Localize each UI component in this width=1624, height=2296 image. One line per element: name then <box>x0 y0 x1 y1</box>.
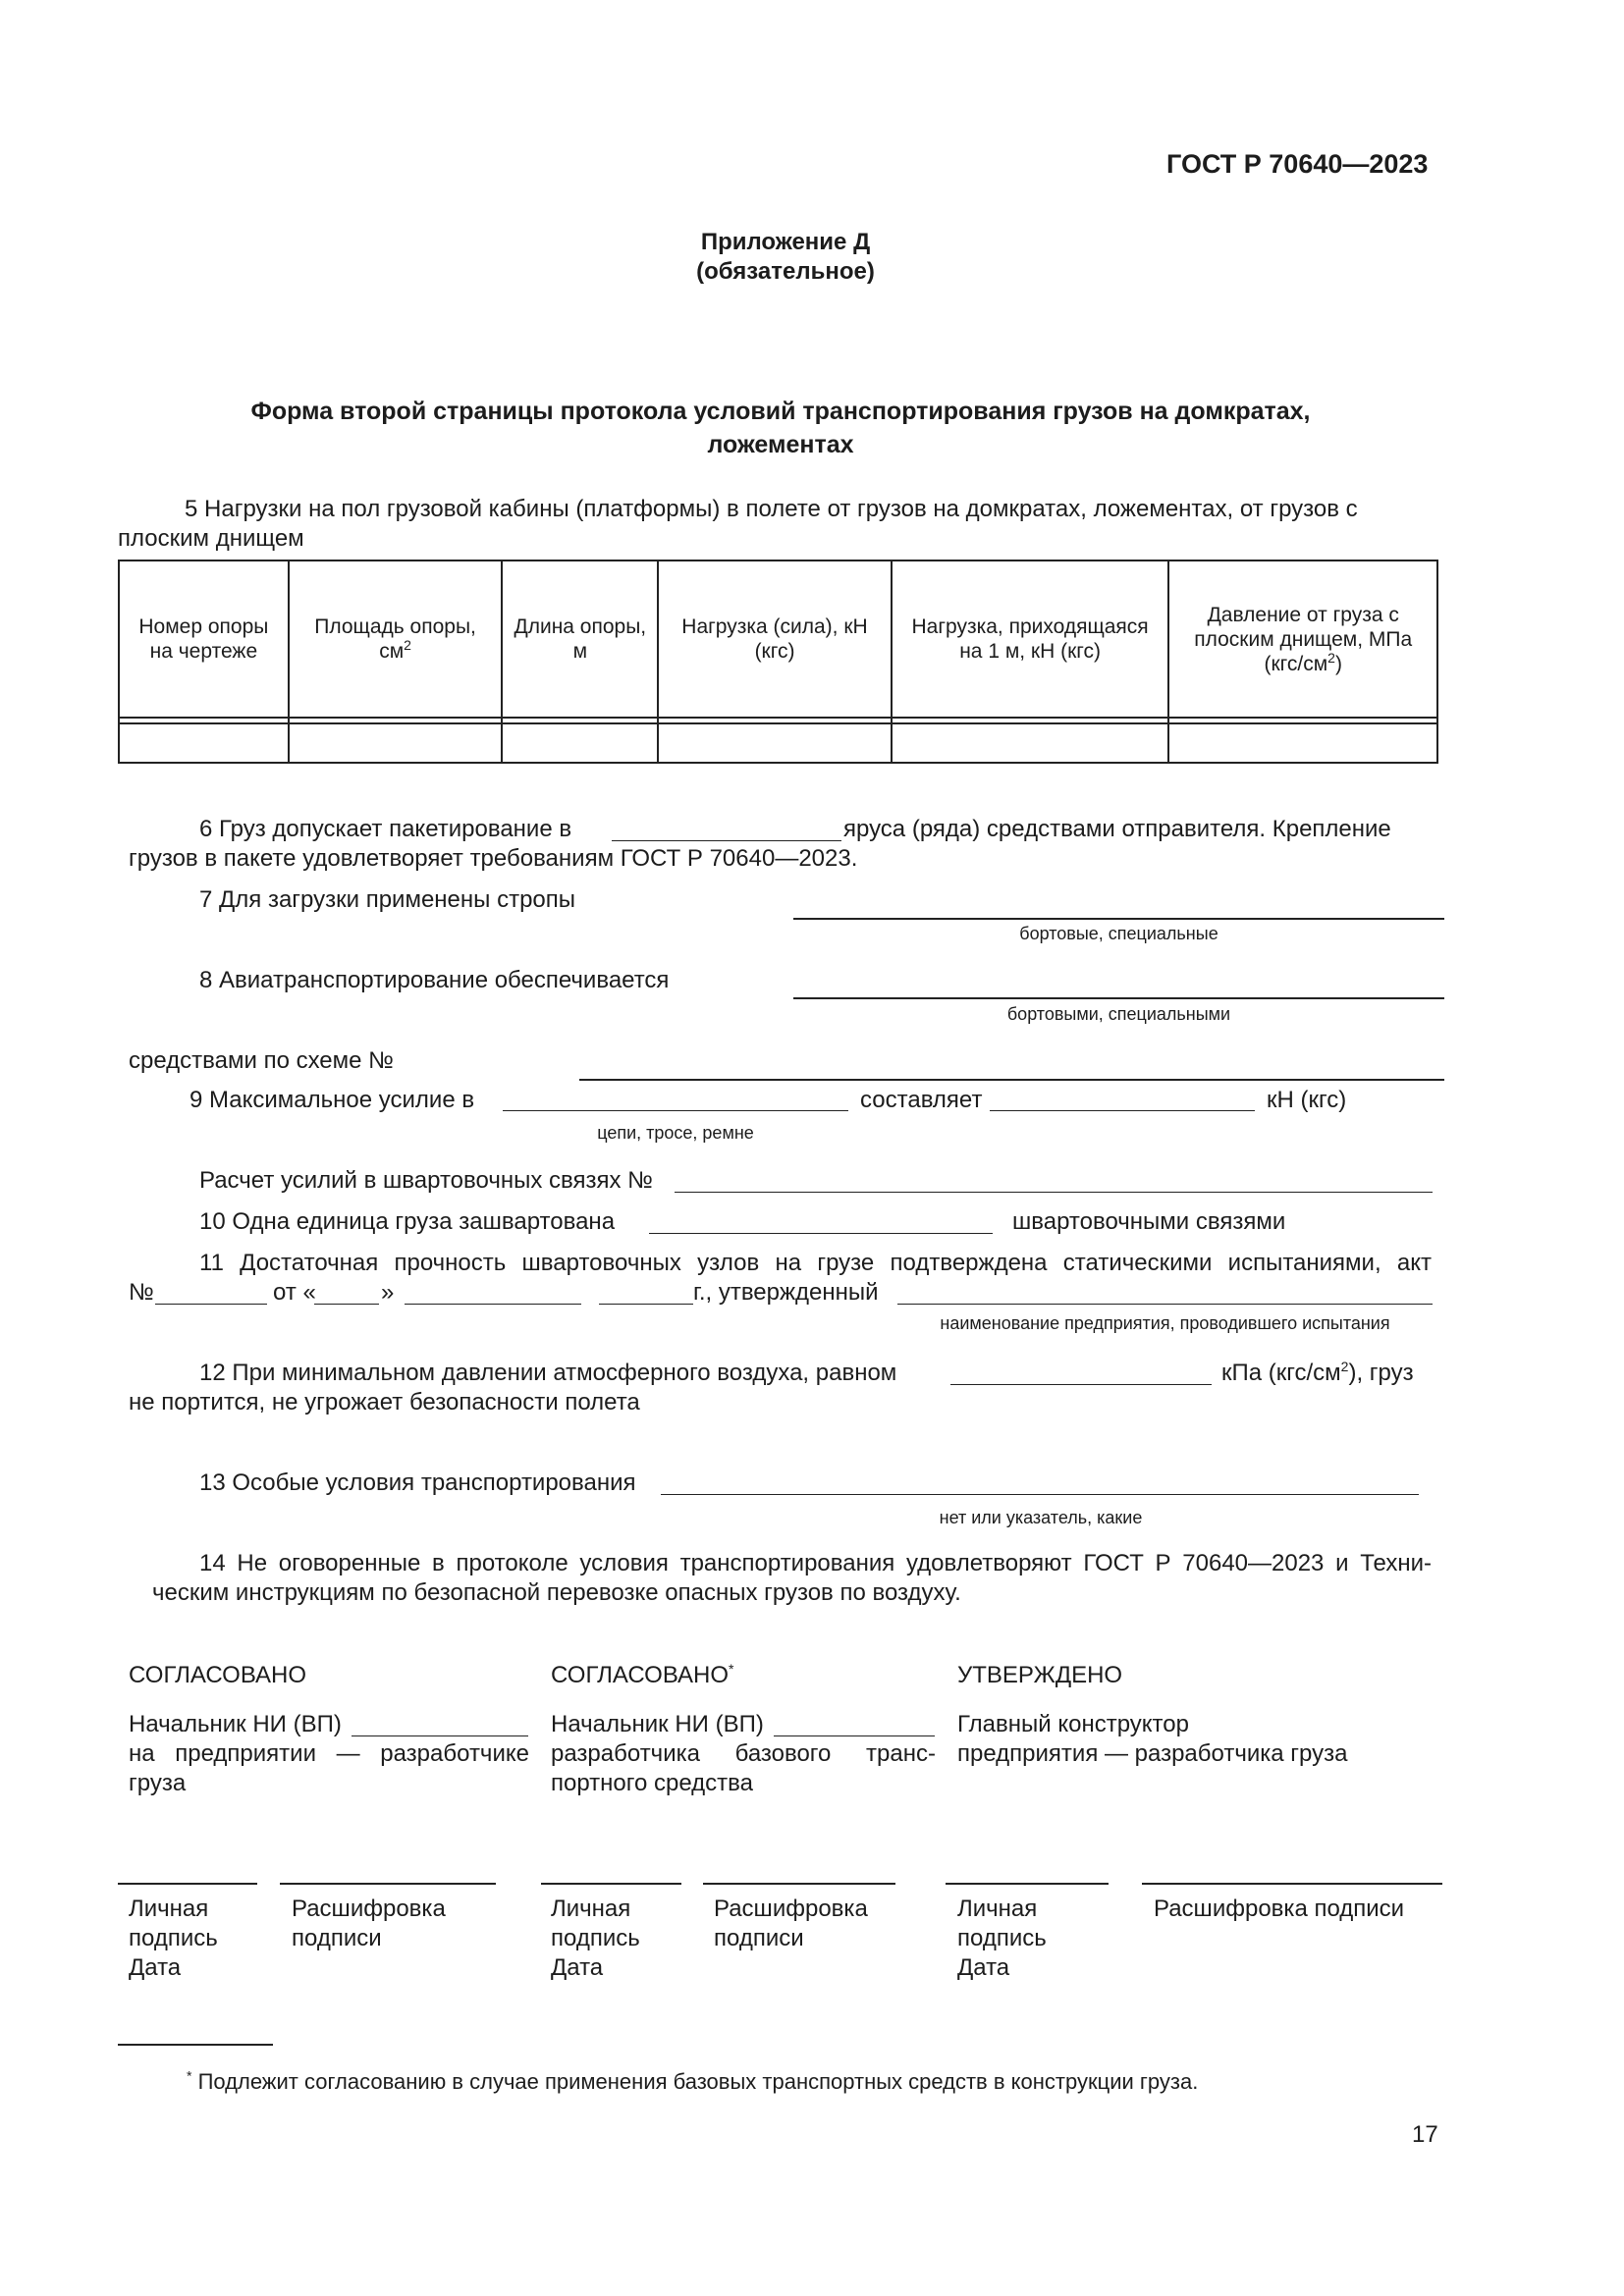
item14-line1: 14 Не оговоренные в протоколе условия транспортирования удовлетворяют ГОСТ Р 70640—2023 и Техни- <box>199 1550 1432 1576</box>
item6-text-b: яруса (ряда) средствами отправителя. Крепление <box>843 816 1391 842</box>
table-header-cell: Номер опоры на чертеже <box>119 561 289 718</box>
table-header-cell: Давление от груза с плоским днищем, МПа $(кгс/см^2)$ <box>1168 561 1437 718</box>
item13-text: 13 Особые условия транспортирования <box>199 1469 636 1496</box>
approval2-org-line2: портного средства <box>551 1770 753 1796</box>
testing-enterprise-field[interactable] <box>897 1304 1433 1305</box>
approval2-name-field[interactable] <box>774 1735 935 1736</box>
act-number-field[interactable] <box>155 1304 267 1305</box>
signature-decode-line[interactable] <box>280 1883 496 1885</box>
approval3-title: Главный конструктор <box>957 1711 1189 1737</box>
table-header-cell: Длина опоры, м <box>502 561 658 718</box>
table-row <box>119 723 1437 763</box>
item11-line1: 11 Достаточная прочность швартовочных узлов на грузе подтверждена статическими испытаниями, акт <box>199 1250 1432 1276</box>
calc-text: Расчет усилий в швартовочных связях № <box>199 1167 653 1194</box>
appendix-status: (обязательное) <box>696 258 875 285</box>
item6-text-a: 6 Груз допускает пакетирование в <box>199 816 572 842</box>
signature-decode-line[interactable] <box>1142 1883 1442 1885</box>
act-month-field[interactable] <box>405 1304 581 1305</box>
item6-line2: грузов в пакете удовлетворяет требованиям ГОСТ Р 70640—2023. <box>129 845 858 872</box>
table-header-cell: Нагрузка, приходящаяся на 1 м, кН (кгс) <box>892 561 1169 718</box>
approval1-org-line: на предприятии — разработчике <box>129 1740 529 1767</box>
table-header-cell: Нагрузка (сила), кН (кгс) <box>658 561 892 718</box>
item10-text-a: 10 Одна единица груза зашвартована <box>199 1208 616 1235</box>
item12-text-a: 12 При минимальном давлении атмосферного воздуха, равном <box>199 1360 897 1386</box>
item7-caption: бортовые, специальные <box>1019 924 1218 943</box>
page-number: 17 <box>1412 2121 1438 2148</box>
approval1-title: Начальник НИ (ВП) <box>129 1711 342 1737</box>
act-year-field[interactable] <box>599 1304 693 1305</box>
footnote: * Подлежит согласованию в случае применения базовых транспортных средств в конструкции груза. <box>187 2067 1199 2094</box>
sig2-date: Дата <box>551 1954 604 1981</box>
item8-line2: средствами по схеме № <box>129 1047 394 1074</box>
approval2-heading: СОГЛАСОВАНО* <box>551 1661 734 1688</box>
footnote-divider <box>118 2044 273 2046</box>
table-header-row <box>119 561 1437 718</box>
item9-element-field[interactable] <box>503 1110 848 1111</box>
item14-line2: ческим инструкциям по безопасной перевозке опасных грузов по воздуху. <box>152 1579 961 1606</box>
item7-text: 7 Для загрузки применены стропы <box>199 886 576 913</box>
item9-text-b: составляет <box>860 1087 983 1113</box>
item9-force-field[interactable] <box>990 1110 1255 1111</box>
sig1-personal: Личная <box>129 1896 209 1922</box>
signature-decode-line[interactable] <box>703 1883 895 1885</box>
form-title-line1: Форма второй страницы протокола условий транспортирования грузов на домкратах, <box>250 398 1311 425</box>
signature-line[interactable] <box>541 1883 681 1885</box>
sig1-date: Дата <box>129 1954 182 1981</box>
approval1-org-line2: груза <box>129 1770 187 1796</box>
sig1-signature: подпись <box>129 1925 218 1951</box>
min-pressure-field[interactable] <box>950 1384 1212 1385</box>
item10-count-field[interactable] <box>649 1233 993 1234</box>
item12-line2: не портится, не угрожает безопасности полета <box>129 1389 640 1415</box>
signature-line[interactable] <box>118 1883 257 1885</box>
item5-line1: 5 Нагрузки на пол грузовой кабины (платформы) в полете от грузов на домкратах, ложементах, от грузов с <box>185 496 1358 522</box>
sig2-decode: Расшифровка <box>714 1896 868 1922</box>
scheme-number-field[interactable] <box>579 1079 1444 1081</box>
item11-no: № <box>129 1279 154 1306</box>
item9-text-c: кН (кгс) <box>1267 1087 1347 1113</box>
act-day-field[interactable] <box>314 1304 379 1305</box>
item10-text-b: швартовочными связями <box>1012 1208 1286 1235</box>
item13-caption: нет или указатель, какие <box>939 1508 1143 1527</box>
item11-year-approved: г., утвержденный <box>693 1279 879 1306</box>
item11-close-quote: » <box>381 1279 395 1306</box>
sig3-decode: Расшифровка подписи <box>1154 1896 1405 1922</box>
item11-from: от « <box>273 1279 316 1306</box>
sig2-decode2: подписи <box>714 1925 804 1951</box>
sig2-personal: Личная <box>551 1896 631 1922</box>
form-title-line2: ложементах <box>707 431 854 458</box>
approval3-org-line: предприятия — разработчика груза <box>957 1740 1348 1767</box>
sig1-decode: Расшифровка <box>292 1896 446 1922</box>
signature-line[interactable] <box>946 1883 1109 1885</box>
approval2-org-line: разработчика базового транс- <box>551 1740 936 1767</box>
calc-number-field[interactable] <box>675 1192 1433 1193</box>
loads-table <box>118 560 1438 764</box>
approval1-name-field[interactable] <box>352 1735 528 1736</box>
table-cell[interactable] <box>658 723 892 763</box>
item12-text-b: кПа $(кгс/см^2)$, груз <box>1221 1359 1414 1386</box>
item5-line2: плоским днищем <box>118 525 304 552</box>
item6-tiers-field[interactable] <box>612 840 841 841</box>
sig1-decode2: подписи <box>292 1925 382 1951</box>
item9-text-a: 9 Максимальное усилие в <box>189 1087 475 1113</box>
item9-caption: цепи, тросе, ремне <box>597 1123 754 1143</box>
item8-text: 8 Авиатранспортирование обеспечивается <box>199 967 670 993</box>
table-cell[interactable] <box>892 723 1169 763</box>
item7-slings-field[interactable] <box>793 918 1444 920</box>
item11-caption: наименование предприятия, проводившего испытания <box>940 1313 1390 1333</box>
approval3-heading: УТВЕРЖДЕНО <box>957 1662 1123 1688</box>
sig3-signature: подпись <box>957 1925 1047 1951</box>
appendix-title: Приложение Д <box>700 229 871 255</box>
table-cell[interactable] <box>119 723 289 763</box>
special-conditions-field[interactable] <box>661 1494 1419 1495</box>
table-cell[interactable] <box>1168 723 1437 763</box>
document-code: ГОСТ Р 70640—2023 <box>1166 149 1429 179</box>
sig3-personal: Личная <box>957 1896 1038 1922</box>
item8-transport-field[interactable] <box>793 997 1444 999</box>
item8-caption: бортовыми, специальными <box>1006 1004 1231 1024</box>
approval2-title: Начальник НИ (ВП) <box>551 1711 764 1737</box>
sig3-date: Дата <box>957 1954 1010 1981</box>
table-cell[interactable] <box>289 723 503 763</box>
sig2-signature: подпись <box>551 1925 640 1951</box>
table-cell[interactable] <box>502 723 658 763</box>
table-header-cell: Площадь опоры, $см^2$ <box>289 561 503 718</box>
approval1-heading: СОГЛАСОВАНО <box>129 1662 307 1688</box>
